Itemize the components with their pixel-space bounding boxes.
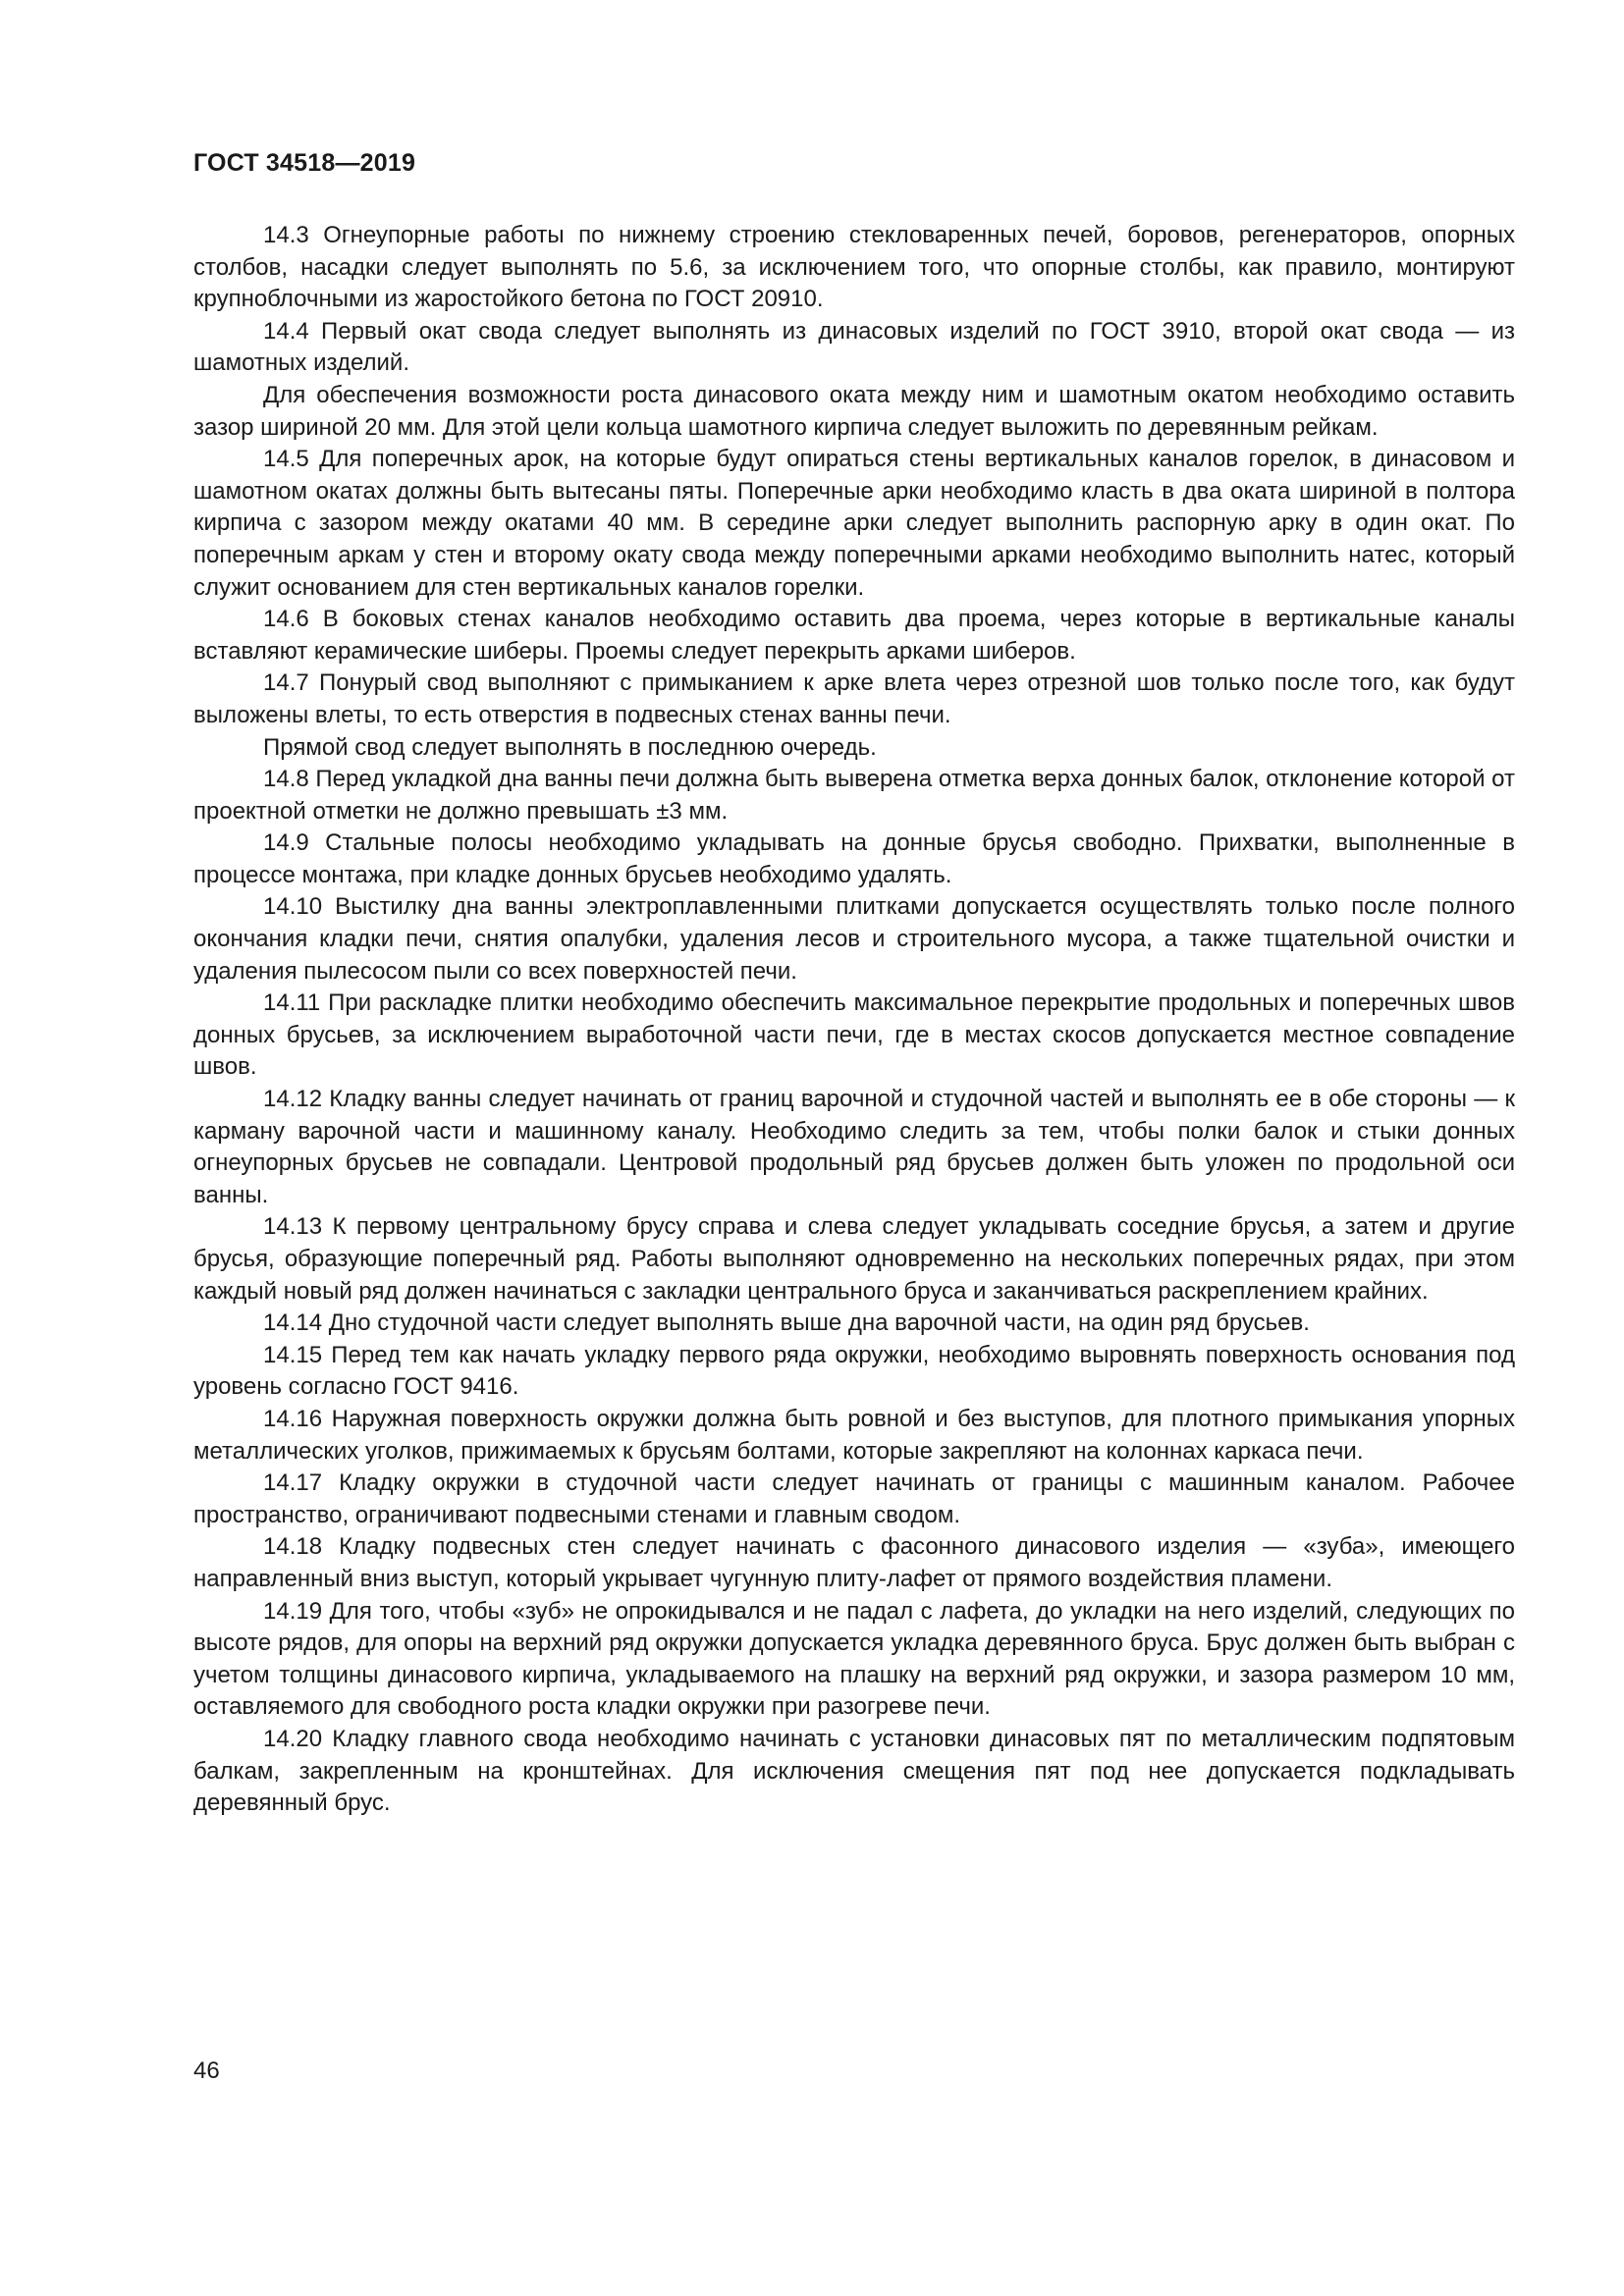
paragraph-14-13: 14.13 К первому центральному брусу справа и слева следует укладывать соседние брусья, а затем и другие брусья, образующие поперечный ряд. Работы выполняют одновременно на нескольких поперечных рядах, при этом каждый новый ряд должен начинаться с закладки центрального бруса и заканчиваться раскреплением крайних. xyxy=(193,1213,1515,1305)
paragraph-14-17: 14.17 Кладку окружки в студочной части следует начинать от границы с машинным каналом. Рабочее пространство, ограничивают подвесными стенами и главным сводом. xyxy=(193,1469,1515,1528)
paragraph-14-7-cont: Прямой свод следует выполнять в последнюю очередь. xyxy=(263,733,877,761)
paragraph-14-15: 14.15 Перед тем как начать укладку первого ряда окружки, необходимо выровнять поверхность основания под уровень согласно ГОСТ 9416. xyxy=(193,1341,1515,1401)
paragraph-14-4: 14.4 Первый окат свода следует выполнять из динасовых изделий по ГОСТ 3910, второй окат свода — из шамотных изделий. xyxy=(193,317,1515,377)
paragraph-14-12: 14.12 Кладку ванны следует начинать от границ варочной и студочной частей и выполнять ее в обе стороны — к карману варочной части и машинному каналу. Необходимо следить за тем, чтобы полки балок и стыки донных огнеупорных брусьев не совпадали. Центровой продольный ряд брусьев должен быть уложен по продольной оси ванны. xyxy=(193,1086,1515,1208)
paragraph-14-5: 14.5 Для поперечных арок, на которые будут опираться стены вертикальных каналов горелок, в динасовом и шамотном окатах должны быть вытесаны пяты. Поперечные арки необходимо класть в два оката шириной в полтора кирпича с зазором между окатами 40 мм. В середине арки следует выполнить распорную арку в один окат. По поперечным аркам у стен и второму окату свода между поперечными арками необходимо выполнить натес, который служит основанием для стен вертикальных каналов горелки. xyxy=(193,446,1515,601)
paragraph-14-11: 14.11 При раскладке плитки необходимо обеспечить максимальное перекрытие продольных и поперечных швов донных брусьев, за исключением выработочной части печи, где в местах скосов допускается местное совпадение швов. xyxy=(193,989,1515,1081)
paragraph-14-9: 14.9 Стальные полосы необходимо укладывать на донные брусья свободно. Прихватки, выполненные в процессе монтажа, при кладке донных брусьев необходимо удалять. xyxy=(193,829,1515,888)
document-header: ГОСТ 34518—2019 xyxy=(193,149,416,177)
paragraph-14-6: 14.6 В боковых стенах каналов необходимо оставить два проема, через которые в вертикальные каналы вставляют керамические шиберы. Проемы следует перекрыть арками шиберов. xyxy=(193,606,1515,665)
document-body xyxy=(193,220,1515,1820)
paragraph-14-20: 14.20 Кладку главного свода необходимо начинать с установки динасовых пят по металлическим подпятовым балкам, закрепленным на кронштейнах. Для исключения смещения пят под нее допускается подкладывать деревянный брус. xyxy=(193,1725,1515,1817)
paragraph-14-10: 14.10 Выстилку дна ванны электроплавленными плитками допускается осуществлять только после полного окончания кладки печи, снятия опалубки, удаления лесов и строительного мусора, а также тщательной очистки и удаления пылесосом пыли со всех поверхностей печи. xyxy=(193,893,1515,985)
paragraph-14-4-cont: Для обеспечения возможности роста динасового оката между ним и шамотным окатом необходимо оставить зазор шириной 20 мм. Для этой цели кольца шамотного кирпича следует выложить по деревянным рейкам. xyxy=(193,381,1515,441)
paragraph-14-16: 14.16 Наружная поверхность окружки должна быть ровной и без выступов, для плотного примыкания упорных металлических уголков, прижимаемых к брусьям болтами, которые закрепляют на колоннах каркаса печи. xyxy=(193,1405,1515,1465)
paragraph-14-18: 14.18 Кладку подвесных стен следует начинать с фасонного динасового изделия — «зуба», имеющего направленный вниз выступ, который укрывает чугунную плиту-лафет от прямого воздействия пламени. xyxy=(193,1533,1515,1592)
page-number: 46 xyxy=(193,2057,220,2084)
paragraph-14-8: 14.8 Перед укладкой дна ванны печи должна быть выверена отметка верха донных балок, отклонение которой от проектной отметки не должно превышать ±3 мм. xyxy=(193,766,1515,825)
paragraph-14-3: 14.3 Огнеупорные работы по нижнему строению стекловаренных печей, боровов, регенераторов, опорных столбов, насадки следует выполнять по 5.6, за исключением того, что опорные столбы, как правило, монтируют крупноблочными из жаростойкого бетона по ГОСТ 20910. xyxy=(193,222,1515,313)
paragraph-14-19: 14.19 Для того, чтобы «зуб» не опрокидывался и не падал с лафета, до укладки на него изделий, следующих по высоте рядов, для опоры на верхний ряд окружки допускается укладка деревянного бруса. Брус должен быть выбран с учетом толщины динасового кирпича, укладываемого на плашку на верхний ряд окружки, и зазора размером 10 мм, оставляемого для свободного роста кладки окружки при разогреве печи. xyxy=(193,1597,1515,1721)
paragraph-14-7: 14.7 Понурый свод выполняют с примыканием к арке влета через отрезной шов только после того, как будут выложены влеты, то есть отверстия в подвесных стенах ванны печи. xyxy=(193,669,1515,728)
paragraph-14-14: 14.14 Дно студочной части следует выполнять выше дна варочной части, на один ряд брусьев. xyxy=(263,1309,1310,1337)
